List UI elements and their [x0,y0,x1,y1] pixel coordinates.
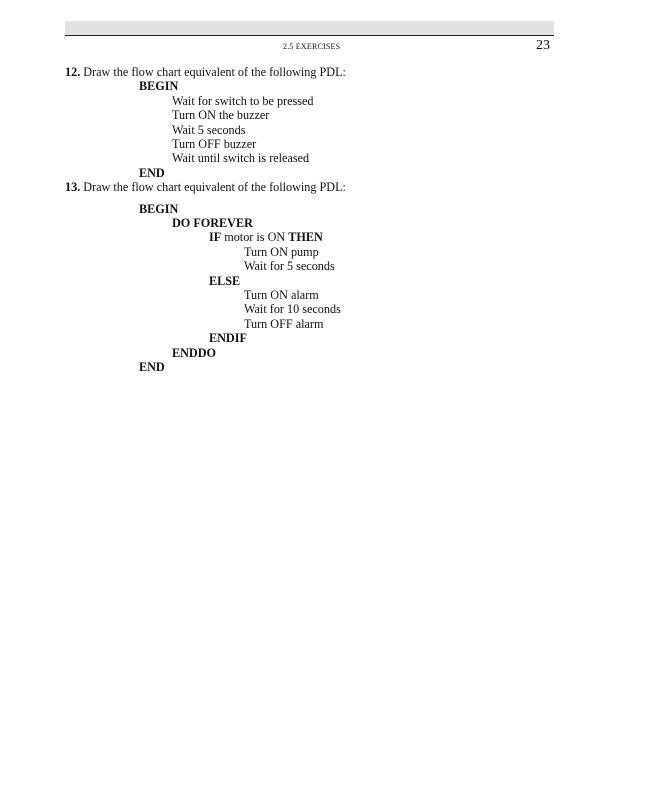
exercise-12-end: END [139,166,165,180]
running-head: 2.5 EXERCISES [283,42,341,51]
exercise-12-number: 12. [65,65,81,79]
if-keyword: IF [209,230,222,244]
page-number: 23 [536,38,550,53]
exercise-13-do-forever: DO FOREVER [172,216,253,230]
exercise-12-step: Wait 5 seconds [172,123,246,137]
exercise-12-step: Wait for switch to be pressed [172,94,314,108]
exercise-13-if-line [209,230,323,244]
exercise-13-then-step: Turn ON pump [244,245,319,259]
exercise-12-prompt [65,65,346,79]
exercise-13-begin: BEGIN [139,202,179,216]
exercise-13-prompt-text: Draw the flow chart equivalent of the following PDL: [83,180,346,194]
header-band [65,21,554,35]
exercise-13-else: ELSE [209,274,241,288]
exercise-12-prompt-text: Draw the flow chart equivalent of the following PDL: [83,65,346,79]
exercise-13-then-step: Wait for 5 seconds [244,259,335,273]
exercise-12-step: Turn OFF buzzer [172,137,257,151]
exercise-13-else-step: Wait for 10 seconds [244,302,341,316]
exercise-13-end: END [139,360,165,374]
exercise-13-endif: ENDIF [209,331,247,345]
exercise-12-step: Turn ON the buzzer [172,108,270,122]
exercise-13-else-step: Turn OFF alarm [244,317,324,331]
exercise-13-else-step: Turn ON alarm [244,288,319,302]
if-condition: motor is ON [221,230,289,244]
header-rule [65,35,554,36]
exercise-13-enddo: ENDDO [172,346,217,360]
exercise-12-step: Wait until switch is released [172,151,310,165]
exercise-13-number: 13. [65,180,81,194]
exercise-13-prompt [65,180,346,194]
exercise-12-begin: BEGIN [139,79,179,93]
then-keyword: THEN [288,230,323,244]
